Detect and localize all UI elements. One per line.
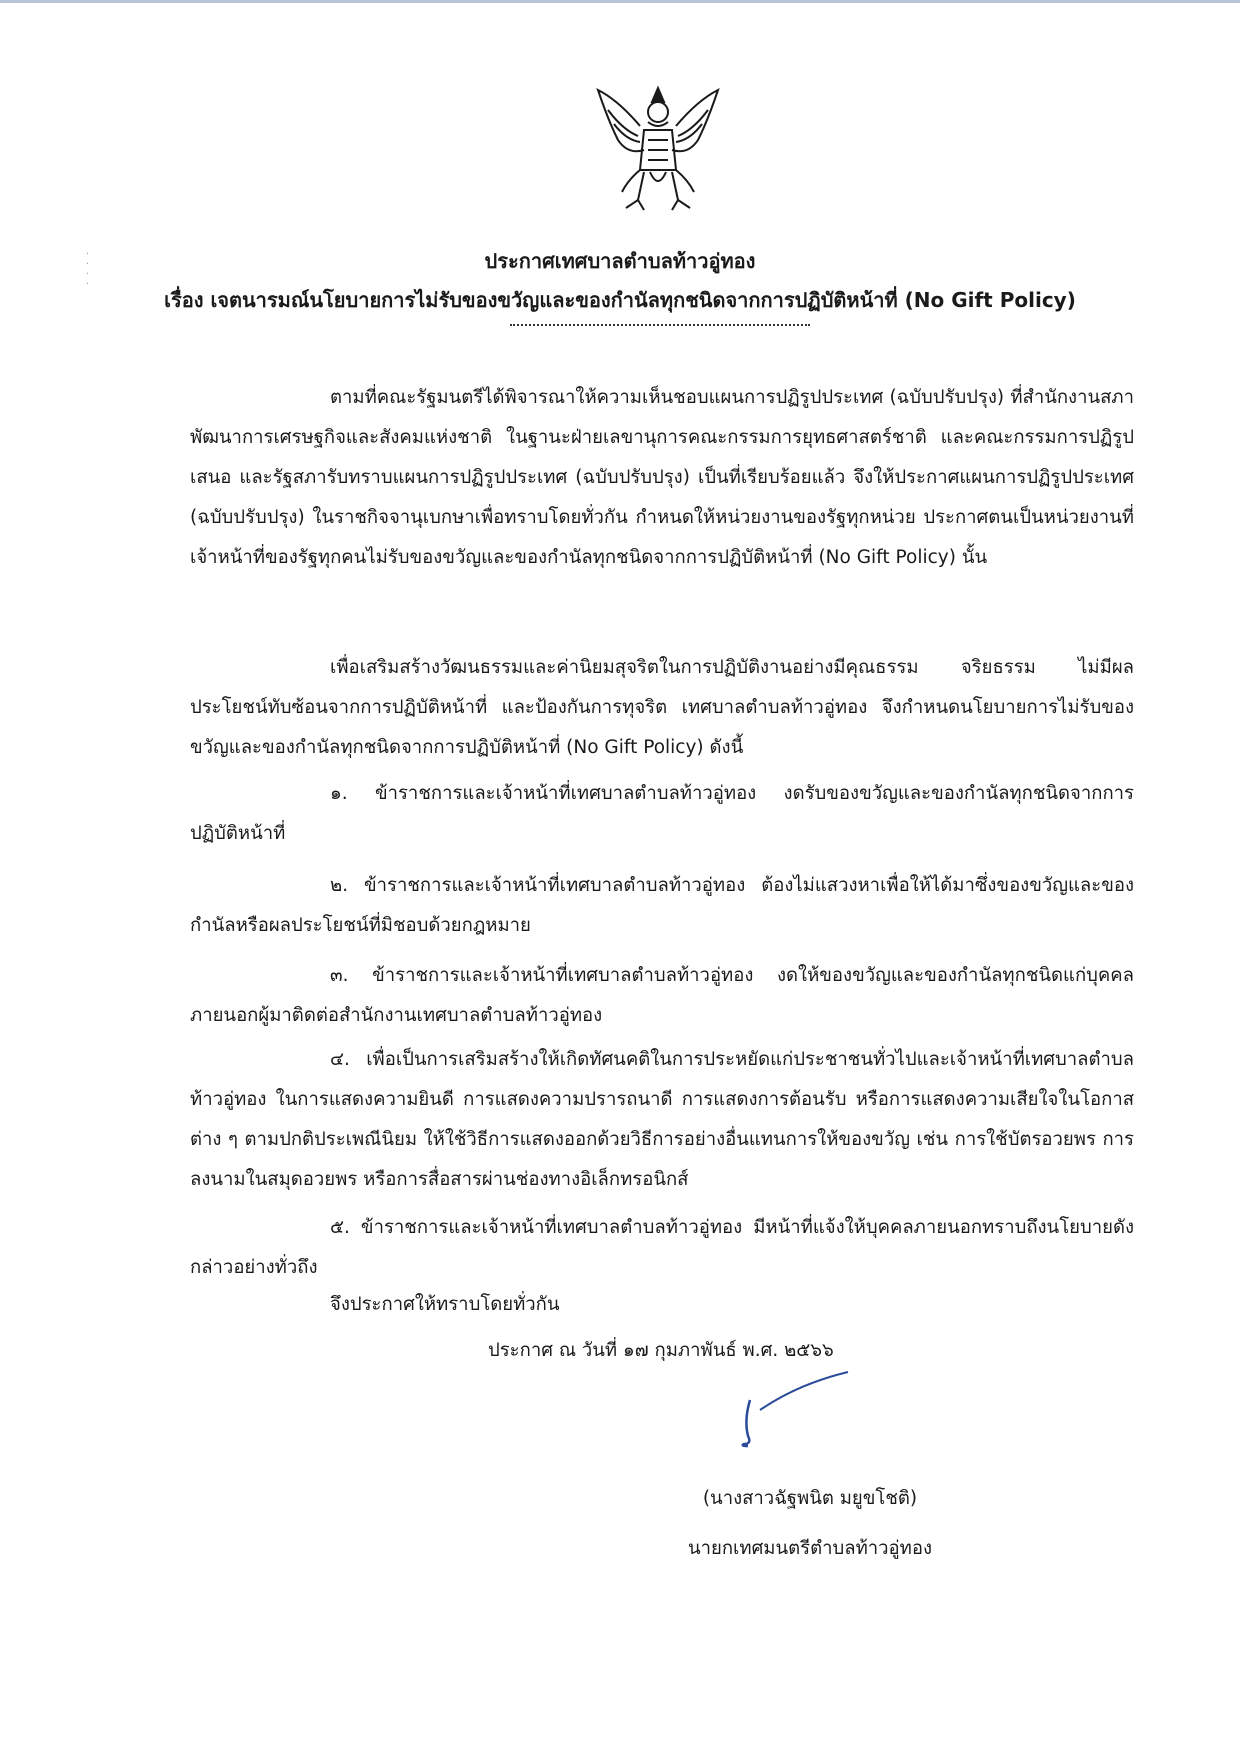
announcement-date: ประกาศ ณ วันที่ ๑๗ กุมภาพันธ์ พ.ศ. ๒๕๖๖ <box>488 1340 834 1361</box>
paragraph-intro: ตามที่คณะรัฐมนตรีได้พิจารณาให้ความเห็นชอบแผนการปฏิรูปประเทศ (ฉบับปรับปรุง) ที่สำนักงานสภาพัฒนาการเศรษฐกิจและสังคมแห่งชาติ ในฐานะฝ่ายเลขานุการคณะกรรมการยุทธศาสตร์ชาติ และคณะกรรมการปฏิรูปเสนอ และรัฐสภารับทราบแผนการปฏิรูปประเทศ (ฉบับปรับปรุง) เป็นที่เรียบร้อยแล้ว จึงให้ประกาศแผนการปฏิรูปประเทศ (ฉบับปรับปรุง) ในราชกิจจานุเบกษาเพื่อทราบโดยทั่วกัน กำหนดให้หน่วยงานของรัฐทุกหน่วย ประกาศตนเป็นหน่วยงานที่เจ้าหน้าที่ของรัฐทุกคนไม่รับของขวัญและของกำนัลทุกชนิดจากการปฏิบัติหน้าที่ (No Gift Policy) นั้น <box>190 387 1134 568</box>
signature-icon <box>738 1370 858 1450</box>
document-subject: เรื่อง เจตนารมณ์นโยบายการไม่รับของขวัญและของกำนัลทุกชนิดจากการปฏิบัติหน้าที่ (No Gift Policy) <box>164 288 1076 312</box>
signer-name: (นางสาวฉัฐพนิต มยูขโชติ) <box>702 1488 918 1509</box>
policy-item-3: ๓. ข้าราชการและเจ้าหน้าที่เทศบาลตำบลท้าวอู่ทอง งดให้ของขวัญและของกำนัลทุกชนิดแก่บุคคลภายนอกผู้มาติดต่อสำนักงานเทศบาลตำบลท้าวอู่ทอง <box>190 965 1134 1026</box>
garuda-emblem-icon <box>578 80 738 220</box>
policy-item-4: ๔. เพื่อเป็นการเสริมสร้างให้เกิดทัศนคติในการประหยัดแก่ประชาชนทั่วไปและเจ้าหน้าที่เทศบาลตำบลท้าวอู่ทอง ในการแสดงความยินดี การแสดงความปรารถนาดี การแสดงการต้อนรับ หรือการแสดงความเสียใจในโอกาสต่าง ๆ ตามปกติประเพณีนิยม ให้ใช้วิธีการแสดงออกด้วยวิธีการอย่างอื่นแทนการให้ของขวัญ เช่น การใช้บัตรอวยพร การลงนามในสมุดอวยพร หรือการสื่อสารผ่านช่องทางอิเล็กทรอนิกส์ <box>190 1049 1134 1190</box>
margin-marks: · · · · <box>86 249 90 290</box>
policy-item-1: ๑. ข้าราชการและเจ้าหน้าที่เทศบาลตำบลท้าวอู่ทอง งดรับของขวัญและของกำนัลทุกชนิดจากการปฏิบัติหน้าที่ <box>190 783 1134 844</box>
policy-item-2: ๒. ข้าราชการและเจ้าหน้าที่เทศบาลตำบลท้าวอู่ทอง ต้องไม่แสวงหาเพื่อให้ได้มาซึ่งของขวัญและของกำนัลหรือผลประโยชน์ที่มิชอบด้วยกฎหมาย <box>190 875 1134 936</box>
signer-position: นายกเทศมนตรีตำบลท้าวอู่ทอง <box>687 1538 933 1559</box>
scan-edge <box>0 0 1240 3</box>
closing-statement: จึงประกาศให้ทราบโดยทั่วกัน <box>330 1294 560 1315</box>
divider <box>510 324 810 326</box>
policy-item-5: ๕. ข้าราชการและเจ้าหน้าที่เทศบาลตำบลท้าวอู่ทอง มีหน้าที่แจ้งให้บุคคลภายนอกทราบถึงนโยบายดังกล่าวอย่างทั่วถึง <box>190 1217 1134 1278</box>
document-title: ประกาศเทศบาลตำบลท้าวอู่ทอง <box>484 249 756 273</box>
paragraph-purpose: เพื่อเสริมสร้างวัฒนธรรมและค่านิยมสุจริตในการปฏิบัติงานอย่างมีคุณธรรม จริยธรรม ไม่มีผลประโยชน์ทับซ้อนจากการปฏิบัติหน้าที่ และป้องกันการทุจริต เทศบาลตำบลท้าวอู่ทอง จึงกำหนดนโยบายการไม่รับของขวัญและของกำนัลทุกชนิดจากการปฏิบัติหน้าที่ (No Gift Policy) ดังนี้ <box>190 657 1134 758</box>
